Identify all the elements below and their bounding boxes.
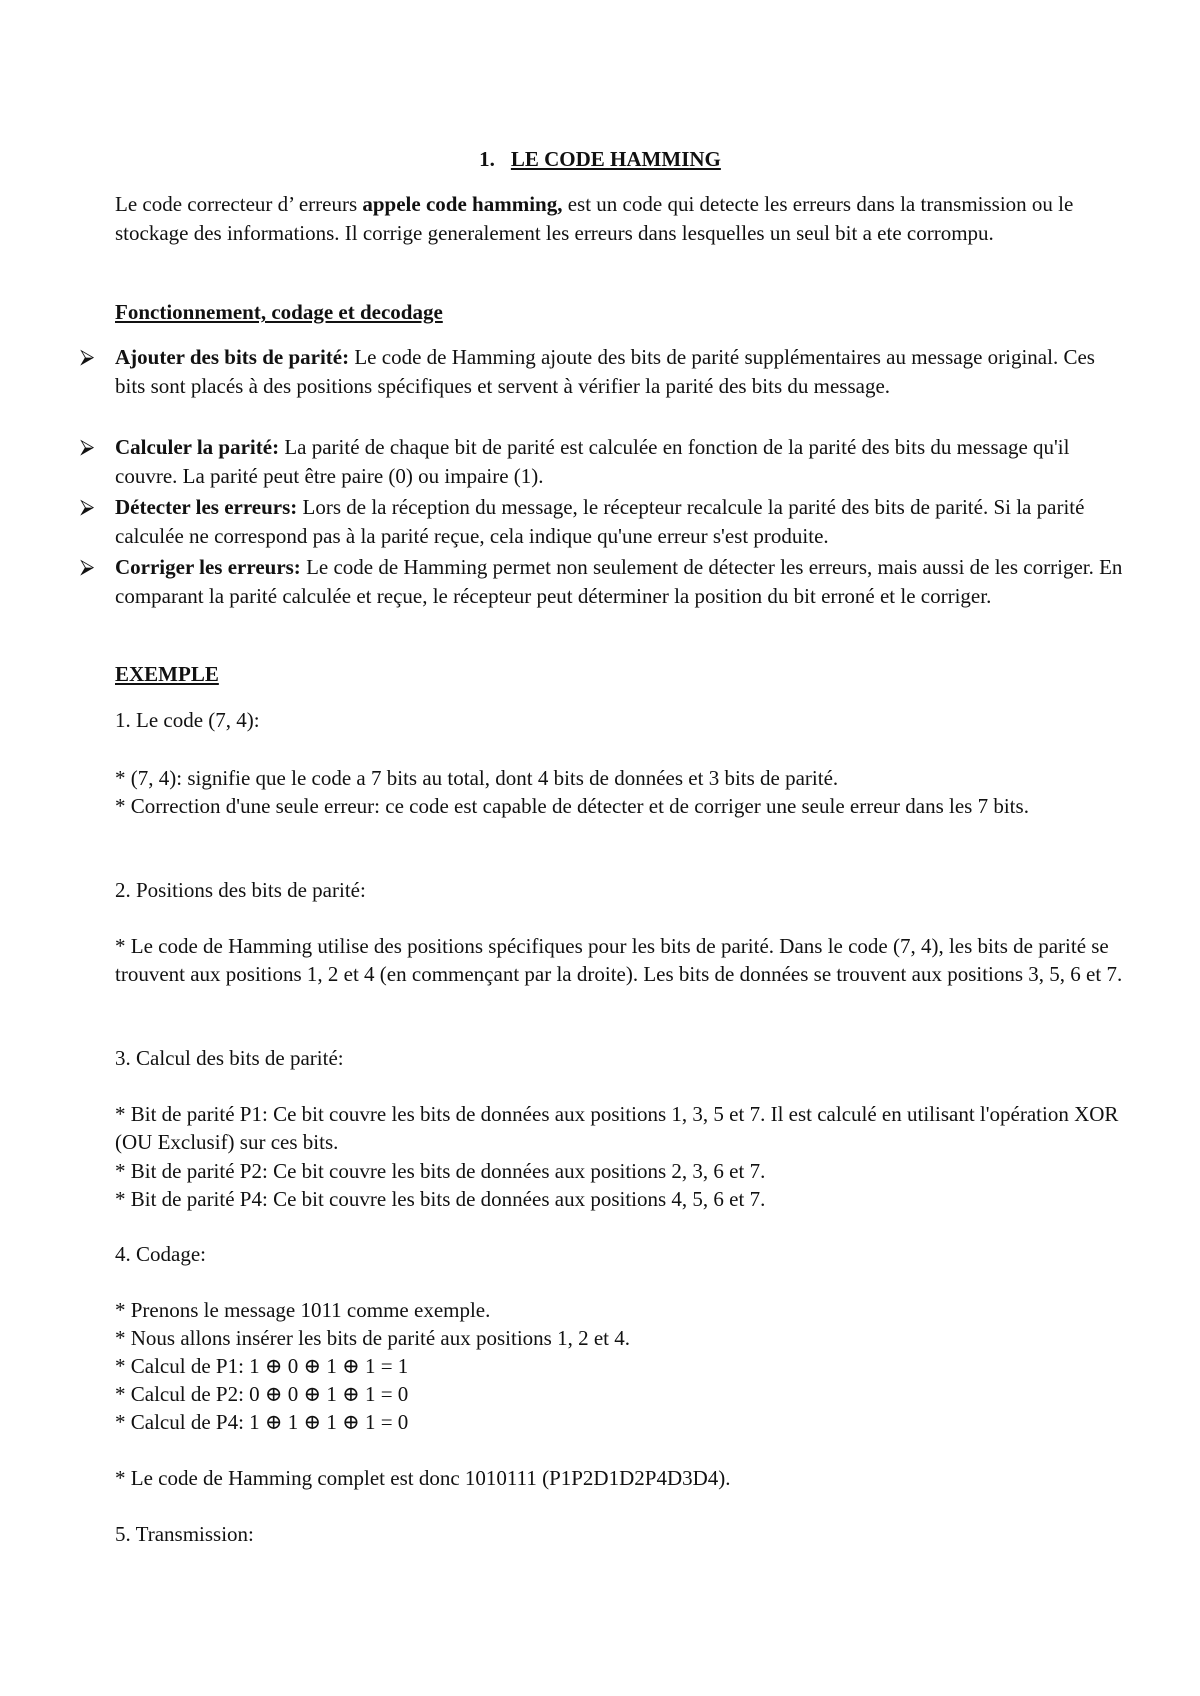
example-line: * Prenons le message 1011 comme exemple.	[115, 1298, 491, 1322]
arrow-bullet-icon: ⮚	[80, 346, 95, 368]
example-line: * Correction d'une seule erreur: ce code est capable de détecter et de corriger une seule erreur dans les 7 bits.	[115, 794, 1029, 818]
bullet-text: Le code de Hamming ajoute des bits de parité supplémentaires au message original. Ces bits sont placés à des positions spécifiques et servent à vérifier la parité des bits du message.	[115, 345, 1095, 398]
arrow-bullet-icon: ⮚	[80, 436, 95, 458]
example-line: * Calcul de P2: 0 ⊕ 0 ⊕ 1 ⊕ 1 = 0	[115, 1382, 409, 1406]
example-line: * Bit de parité P4: Ce bit couvre les bits de données aux positions 4, 5, 6 et 7.	[115, 1187, 766, 1211]
example-step-title: 1. Le code (7, 4):	[115, 708, 260, 732]
example-step-title: 2. Positions des bits de parité:	[115, 878, 366, 902]
example-line: * Bit de parité P2: Ce bit couvre les bits de données aux positions 2, 3, 6 et 7.	[115, 1159, 766, 1183]
example-line: * Nous allons insérer les bits de parité aux positions 1, 2 et 4.	[115, 1326, 631, 1350]
example-line: * Le code de Hamming complet est donc 1010111 (P1P2D1D2P4D3D4).	[115, 1466, 731, 1490]
intro-paragraph	[115, 190, 1125, 248]
bullet-label: Calculer la parité:	[115, 435, 280, 459]
arrow-bullet-icon: ⮚	[80, 556, 95, 578]
example-step-title: 4. Codage:	[115, 1242, 206, 1266]
arrow-bullet-icon: ⮚	[80, 496, 95, 518]
title-number: 1.	[479, 147, 495, 171]
intro-text-start: Le code correcteur d’ erreurs	[115, 192, 363, 216]
title-text: LE CODE HAMMING	[510, 147, 721, 171]
bullet-label: Corriger les erreurs:	[115, 555, 301, 579]
bullet-label: Ajouter des bits de parité:	[115, 345, 350, 369]
example-line: * Calcul de P1: 1 ⊕ 0 ⊕ 1 ⊕ 1 = 1	[115, 1354, 409, 1378]
example-step-title: 5. Transmission:	[115, 1522, 254, 1546]
bullet-text: Lors de la réception du message, le récepteur recalcule la parité des bits de parité. Si la parité calculée ne correspond pas à la parité reçue, cela indique qu'une erreur s'est produite.	[115, 495, 1085, 548]
bullet-label: Détecter les erreurs:	[115, 495, 298, 519]
intro-text-end: est un code qui detecte les erreurs dans la transmission ou le stockage des informations. Il corrige generalement les erreurs dans lesquelles un seul bit a ete corrompu.	[115, 192, 1074, 245]
example-line: * Bit de parité P1: Ce bit couvre les bits de données aux positions 1, 3, 5 et 7. Il est calculé en utilisant l'opération XOR (OU Exclusif) sur ces bits.	[115, 1102, 1119, 1154]
example-step-title: 3. Calcul des bits de parité:	[115, 1046, 344, 1070]
example-line: * (7, 4): signifie que le code a 7 bits au total, dont 4 bits de données et 3 bits de parité.	[115, 766, 839, 790]
intro-bold-term: appele code hamming,	[362, 192, 563, 216]
bullet-text: Le code de Hamming permet non seulement de détecter les erreurs, mais aussi de les corriger. En comparant la parité calculée et reçue, le récepteur peut déterminer la position du bit erroné et le corriger.	[115, 555, 1123, 608]
example-line: * Le code de Hamming utilise des positions spécifiques pour les bits de parité. Dans le code (7, 4), les bits de parité se trouvent aux positions 1, 2 et 4 (en commençant par la droite). Les bits de données se trouvent aux positions 3, 5, 6 et 7.	[115, 934, 1123, 986]
page-title	[0, 146, 1200, 172]
example-line: * Calcul de P4: 1 ⊕ 1 ⊕ 1 ⊕ 1 = 0	[115, 1410, 409, 1434]
section-heading-fonctionnement: Fonctionnement, codage et decodage	[115, 300, 443, 324]
section-heading-exemple: EXEMPLE	[115, 662, 219, 686]
bullet-text: La parité de chaque bit de parité est calculée en fonction de la parité des bits du message qu'il couvre. La parité peut être paire (0) ou impaire (1).	[115, 435, 1070, 488]
